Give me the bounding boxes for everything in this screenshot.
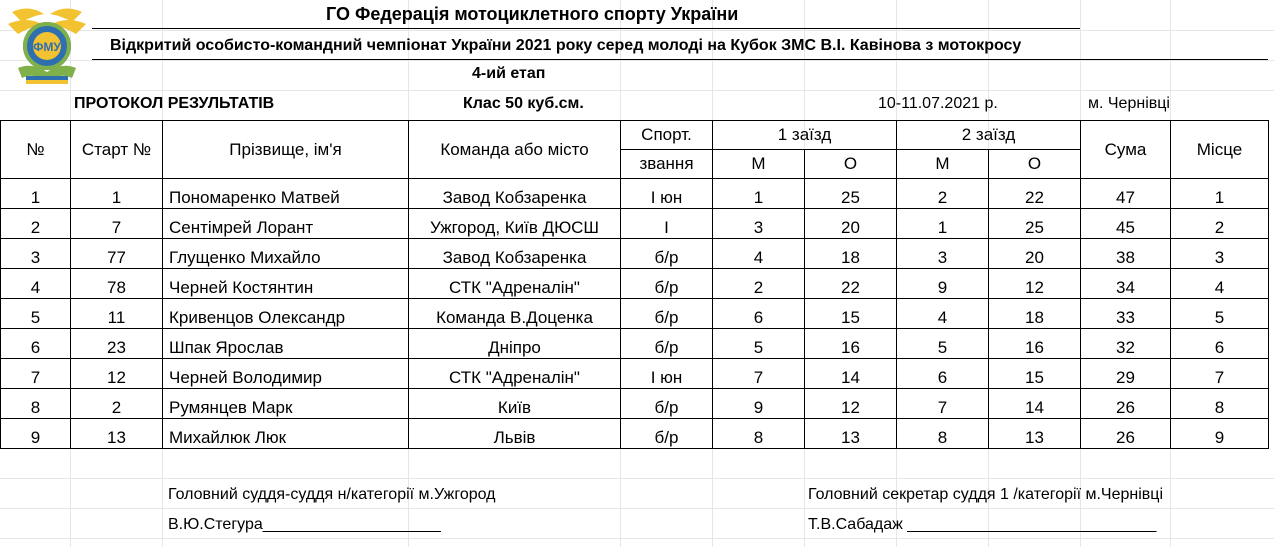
cell-m2: 8 [897,419,989,449]
table-row [1,179,1269,209]
cell-m2: 2 [897,179,989,209]
cell-team: СТК "Адреналін" [409,269,621,299]
table-row [1,419,1269,449]
cell-name: Черней Костянтин [163,269,409,299]
cell-team: Команда В.Доценка [409,299,621,329]
cell-m1: 6 [713,299,805,329]
cell-sum: 33 [1081,299,1171,329]
cell-o2: 12 [989,269,1081,299]
cell-start: 77 [71,239,163,269]
cell-num: 7 [1,359,71,389]
table-row [1,239,1269,269]
cell-start: 11 [71,299,163,329]
col-header-rank-top: Спорт. [621,121,713,150]
cell-m1: 7 [713,359,805,389]
cell-m1: 1 [713,179,805,209]
document-title: ГО Федерація мотоциклетного спорту України [326,4,739,24]
cell-place: 4 [1171,269,1269,299]
cell-sum: 34 [1081,269,1171,299]
cell-sum: 47 [1081,179,1171,209]
title-underline [92,28,1080,29]
col-header-race2-m: М [897,150,989,179]
class-label: Клас 50 куб.см. [463,95,584,112]
cell-name: Михайлюк Люк [163,419,409,449]
cell-m1: 9 [713,389,805,419]
cell-place: 7 [1171,359,1269,389]
cell-rank: І юн [621,179,713,209]
cell-o1: 16 [805,329,897,359]
cell-sum: 38 [1081,239,1171,269]
cell-rank: б/р [621,299,713,329]
cell-sum: 26 [1081,389,1171,419]
cell-o2: 13 [989,419,1081,449]
cell-m2: 7 [897,389,989,419]
cell-place: 5 [1171,299,1269,329]
cell-start: 78 [71,269,163,299]
col-header-race1-o: О [805,150,897,179]
cell-team: Київ [409,389,621,419]
cell-m1: 4 [713,239,805,269]
cell-rank: б/р [621,239,713,269]
cell-m2: 3 [897,239,989,269]
table-row [1,359,1269,389]
table-row [1,299,1269,329]
cell-team: Завод Кобзаренка [409,239,621,269]
table-row [1,329,1269,359]
cell-team: Львів [409,419,621,449]
cell-place: 3 [1171,239,1269,269]
cell-place: 6 [1171,329,1269,359]
cell-num: 8 [1,389,71,419]
federation-logo [4,2,90,88]
cell-o1: 22 [805,269,897,299]
cell-num: 2 [1,209,71,239]
cell-o2: 14 [989,389,1081,419]
cell-num: 9 [1,419,71,449]
cell-start: 23 [71,329,163,359]
chief-judge-title: Головний суддя-суддя н/категорії м.Ужгород [168,486,496,503]
col-header-race2: 2 заїзд [897,121,1081,150]
cell-name: Пономаренко Матвей [163,179,409,209]
secretary-title: Головний секретар суддя 1 /категорії м.Чернівці [808,486,1163,503]
cell-m2: 4 [897,299,989,329]
cell-o1: 12 [805,389,897,419]
cell-o1: 20 [805,209,897,239]
cell-start: 13 [71,419,163,449]
col-header-team: Команда або місто [409,121,621,179]
cell-start: 1 [71,179,163,209]
col-header-rank-bottom: звання [621,150,713,179]
cell-rank: б/р [621,329,713,359]
cell-rank: І [621,209,713,239]
cell-rank: б/р [621,419,713,449]
cell-m2: 1 [897,209,989,239]
cell-name: Сентімрей Лорант [163,209,409,239]
cell-team: СТК "Адреналін" [409,359,621,389]
cell-o2: 18 [989,299,1081,329]
cell-m2: 9 [897,269,989,299]
cell-place: 9 [1171,419,1269,449]
col-header-name: Прізвище, ім'я [163,121,409,179]
cell-rank: б/р [621,269,713,299]
cell-name: Шпак Ярослав [163,329,409,359]
cell-num: 1 [1,179,71,209]
cell-m1: 5 [713,329,805,359]
table-row [1,209,1269,239]
results-table [0,120,1269,449]
secretary-signature: Т.В.Сабадаж ____________________________ [808,516,1157,533]
championship-subtitle: Відкритий особисто-командний чемпіонат України 2021 року серед молоді на Кубок ЗМС В.І. Кавінова з мотокросу [110,37,1022,54]
cell-name: Кривенцов Олександр [163,299,409,329]
cell-m1: 2 [713,269,805,299]
cell-sum: 29 [1081,359,1171,389]
cell-place: 8 [1171,389,1269,419]
cell-rank: І юн [621,359,713,389]
cell-start: 2 [71,389,163,419]
cell-m2: 5 [897,329,989,359]
cell-o2: 20 [989,239,1081,269]
cell-o1: 18 [805,239,897,269]
subtitle-underline [92,59,1268,60]
cell-num: 5 [1,299,71,329]
table-row [1,269,1269,299]
col-header-race2-o: О [989,150,1081,179]
col-header-sum: Сума [1081,121,1171,179]
stage-label: 4-ий етап [472,65,546,82]
cell-o1: 14 [805,359,897,389]
cell-sum: 26 [1081,419,1171,449]
cell-o1: 15 [805,299,897,329]
cell-sum: 32 [1081,329,1171,359]
cell-rank: б/р [621,389,713,419]
cell-place: 1 [1171,179,1269,209]
protocol-heading: ПРОТОКОЛ РЕЗУЛЬТАТІВ [74,95,275,112]
col-header-start: Старт № [71,121,163,179]
col-header-place: Місце [1171,121,1269,179]
event-city: м. Чернівці [1088,95,1170,112]
cell-num: 6 [1,329,71,359]
cell-o2: 22 [989,179,1081,209]
col-header-num: № [1,121,71,179]
cell-name: Румянцев Марк [163,389,409,419]
cell-num: 4 [1,269,71,299]
cell-team: Ужгород, Київ ДЮСШ [409,209,621,239]
cell-sum: 45 [1081,209,1171,239]
cell-o1: 13 [805,419,897,449]
cell-o2: 15 [989,359,1081,389]
col-header-race1: 1 заїзд [713,121,897,150]
cell-team: Завод Кобзаренка [409,179,621,209]
cell-start: 12 [71,359,163,389]
col-header-race1-m: М [713,150,805,179]
cell-team: Дніпро [409,329,621,359]
table-row [1,389,1269,419]
cell-m1: 8 [713,419,805,449]
logo-text: ФМУ [33,40,61,54]
chief-judge-signature: В.Ю.Стегура____________________ [168,516,441,533]
cell-num: 3 [1,239,71,269]
cell-o1: 25 [805,179,897,209]
cell-place: 2 [1171,209,1269,239]
cell-start: 7 [71,209,163,239]
cell-name: Черней Володимир [163,359,409,389]
cell-o2: 16 [989,329,1081,359]
cell-o2: 25 [989,209,1081,239]
cell-m2: 6 [897,359,989,389]
cell-name: Глущенко Михайло [163,239,409,269]
cell-m1: 3 [713,209,805,239]
event-date: 10-11.07.2021 р. [878,95,998,112]
